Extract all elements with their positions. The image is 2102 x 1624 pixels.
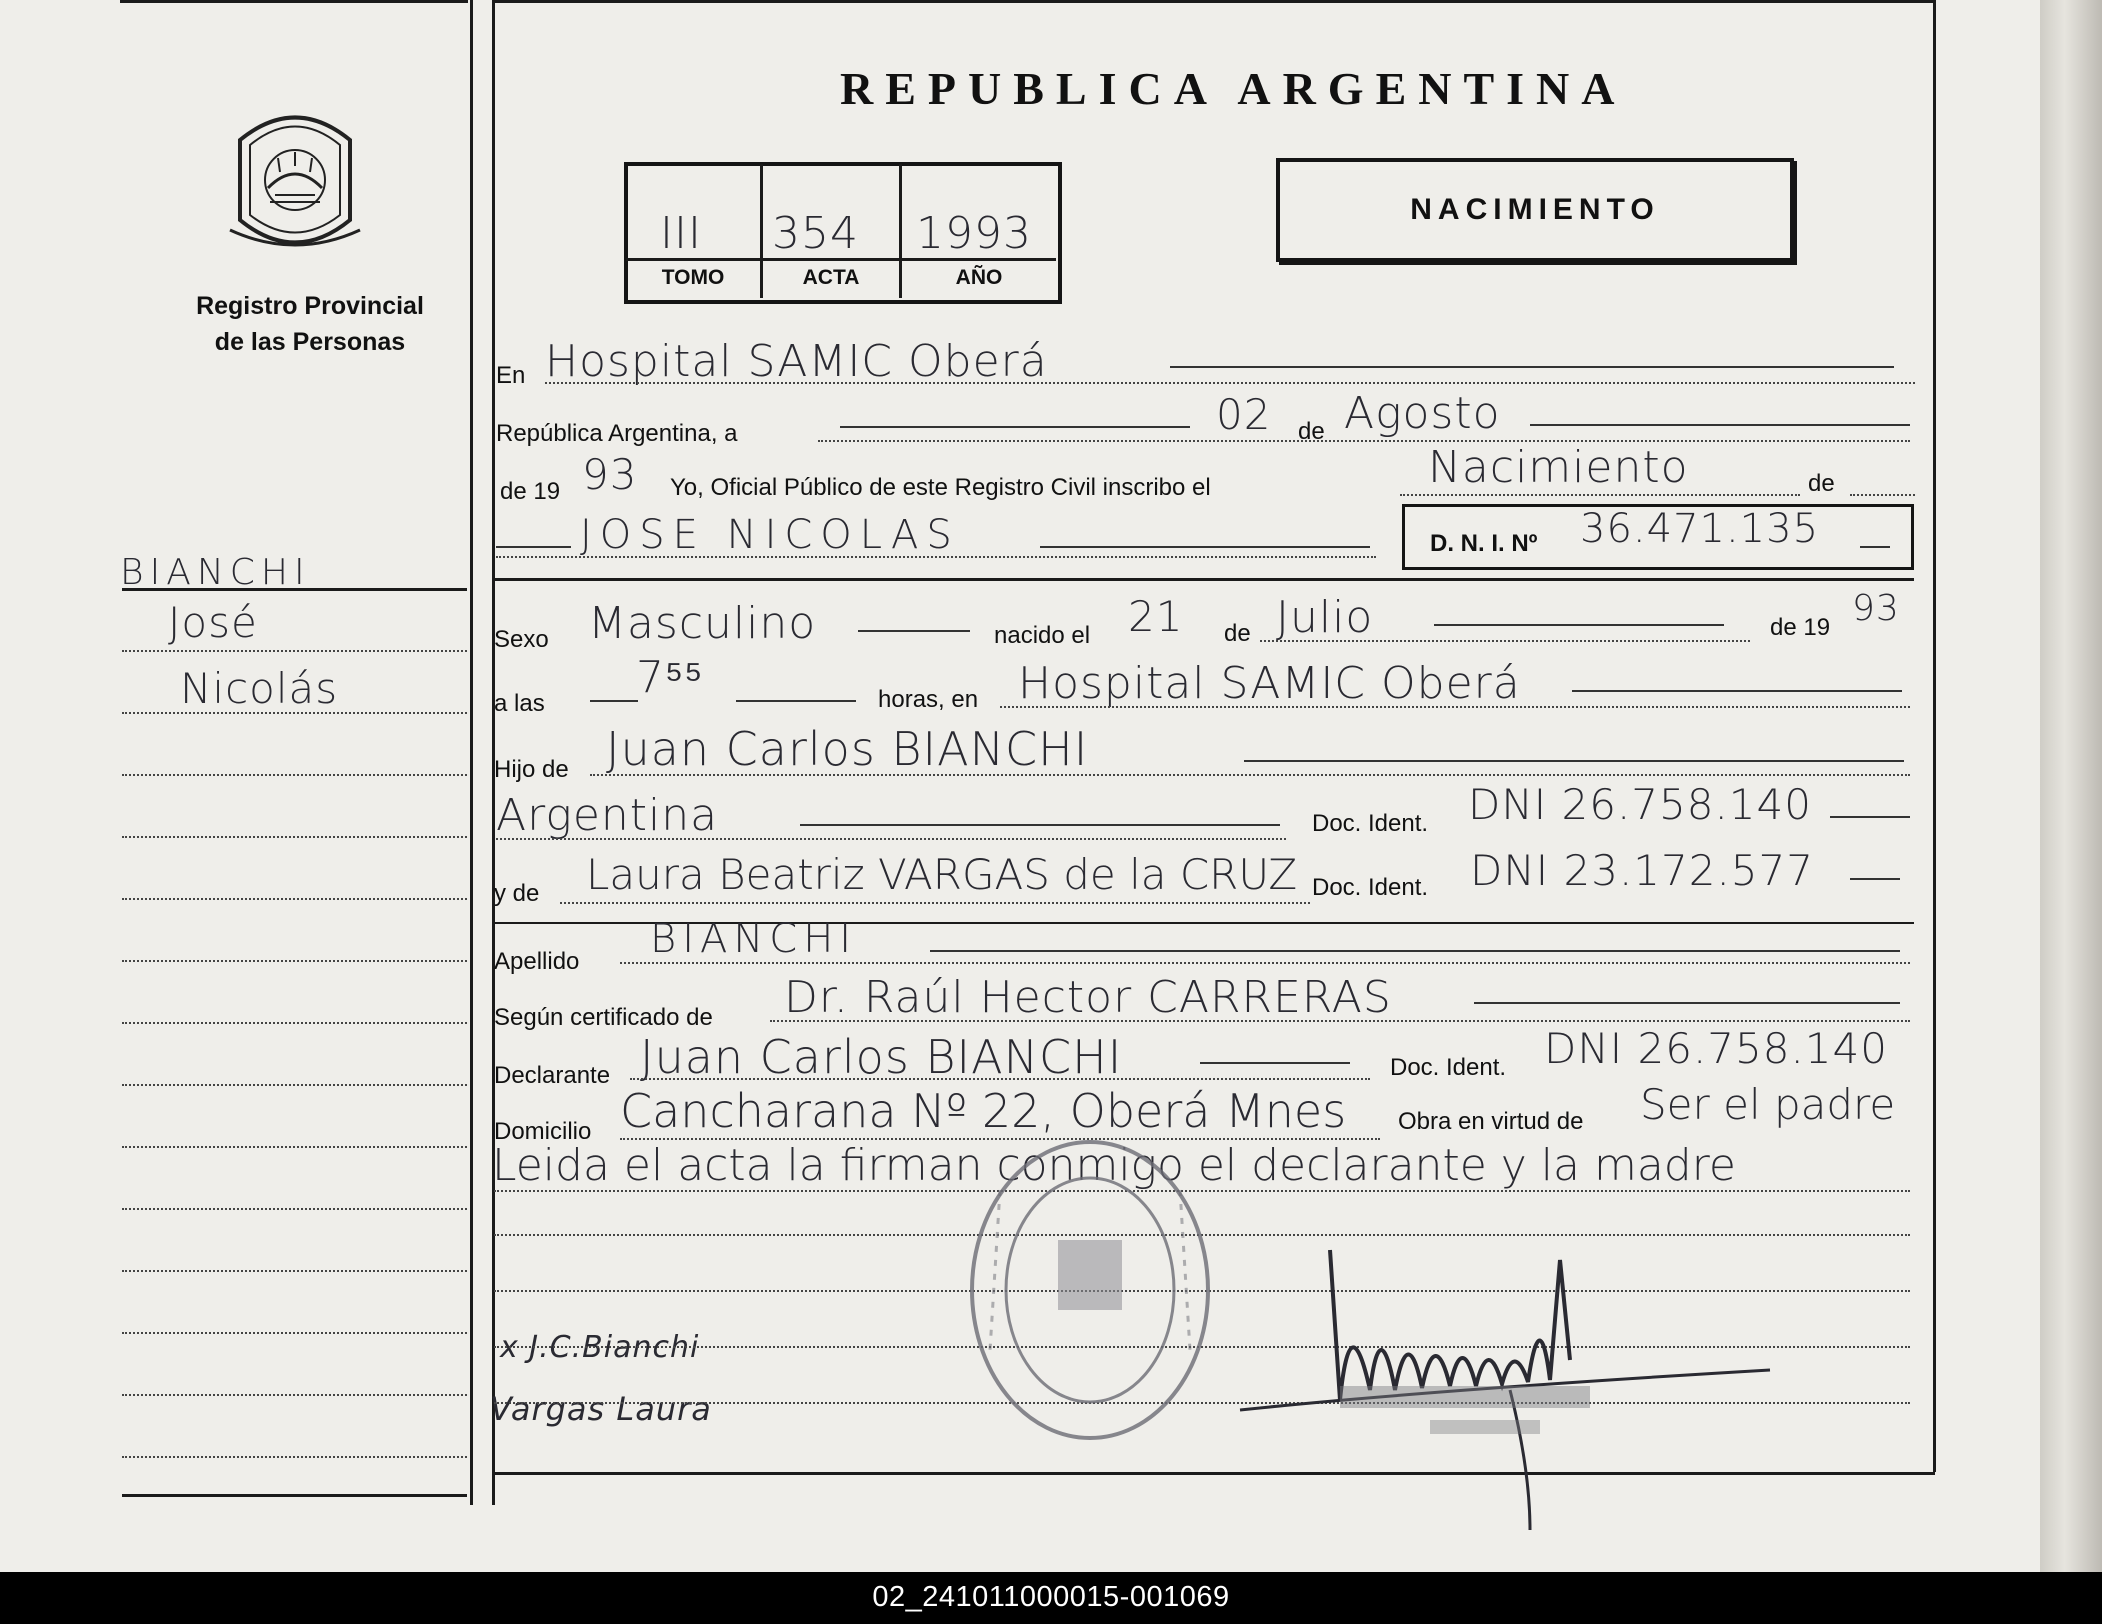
birth-year: 93	[1852, 588, 1900, 629]
registry-line-1: Registro Provincial	[196, 292, 424, 320]
provincial-seal-icon	[220, 100, 370, 260]
registry-line-2: de las Personas	[214, 328, 406, 356]
act-name: Nacimiento	[1428, 442, 1689, 493]
officer-signature-icon	[1230, 1240, 1790, 1550]
father-nationality: Argentina	[496, 790, 719, 841]
margin-signature-mother: Vargas Laura	[490, 1390, 712, 1428]
margin-given-1: José	[168, 598, 258, 647]
de-label-2: de	[1808, 470, 1835, 497]
anio-value: 1993	[916, 208, 1032, 259]
birth-day: 21	[1128, 592, 1184, 641]
mother-document: DNI 23.172.577	[1470, 846, 1814, 895]
registration-day: 02	[1216, 390, 1272, 439]
act-type-box	[1276, 158, 1794, 262]
alas-label: a las	[494, 690, 545, 717]
domicilio-label: Domicilio	[494, 1118, 592, 1145]
de-label-3: de	[1224, 620, 1251, 647]
tomo-label: TOMO	[661, 266, 725, 289]
doc-ident-label-mother: Doc. Ident.	[1312, 874, 1429, 901]
birth-month: Julio	[1276, 592, 1374, 643]
republica-label: República Argentina, a	[496, 420, 738, 447]
obra-label: Obra en virtud de	[1398, 1108, 1584, 1135]
inscribo-text: Yo, Oficial Público de este Registro Civil inscribo el	[670, 474, 1211, 501]
de-label-1: de	[1298, 418, 1325, 445]
dni-label: D. N. I. Nº	[1430, 530, 1538, 557]
address-value: Cancharana Nº 22, Oberá Mnes	[620, 1084, 1347, 1138]
acta-label: ACTA	[802, 266, 860, 289]
doc-ident-label-declarant: Doc. Ident.	[1390, 1054, 1507, 1081]
tomo-value: III	[660, 208, 702, 259]
birth-place: Hospital SAMIC Oberá	[1018, 658, 1521, 709]
en-label: En	[496, 362, 526, 389]
page-edge	[2040, 0, 2102, 1572]
nacido-label: nacido el	[994, 622, 1091, 649]
de19-label-2: de 19	[1770, 614, 1831, 641]
declarante-label: Declarante	[494, 1062, 611, 1089]
act-type: NACIMIENTO	[1410, 193, 1660, 226]
declarant-document: DNI 26.758.140	[1544, 1024, 1888, 1073]
margin-given-2: Nicolás	[180, 664, 339, 713]
country-title: REPUBLICA ARGENTINA	[840, 63, 1627, 114]
registration-year: 93	[582, 450, 638, 499]
father-document: DNI 26.758.140	[1468, 780, 1812, 829]
certifying-doctor: Dr. Raúl Hector CARRERAS	[784, 972, 1392, 1023]
surname-value: BIANCHI	[650, 916, 858, 962]
child-name: JOSE NICOLAS	[580, 512, 960, 558]
horas-label: horas, en	[878, 686, 979, 713]
birth-time: 7⁵⁵	[636, 652, 704, 703]
anio-label: AÑO	[955, 266, 1003, 289]
hijo-label: Hijo de	[494, 756, 569, 783]
dni-value: 36.471.135	[1580, 506, 1820, 552]
registration-month: Agosto	[1344, 388, 1501, 439]
apellido-label: Apellido	[494, 948, 580, 975]
column-divider	[470, 0, 473, 1505]
acta-value: 354	[772, 208, 859, 259]
registry-name	[160, 288, 460, 360]
de19-label: de 19	[500, 478, 561, 505]
obra-value: Ser el padre	[1640, 1080, 1896, 1129]
place-of-registration: Hospital SAMIC Oberá	[545, 336, 1048, 387]
sex-value: Masculino	[588, 598, 817, 649]
declarant-name: Juan Carlos BIANCHI	[640, 1030, 1123, 1084]
margin-surname: BIANCHI	[120, 552, 311, 593]
doc-ident-label-father: Doc. Ident.	[1312, 810, 1429, 837]
registry-stamp-icon	[960, 1130, 1220, 1450]
right-border	[1933, 0, 1936, 1472]
sexo-label: Sexo	[494, 626, 549, 653]
yde-label: y de	[494, 880, 540, 907]
father-name: Juan Carlos BIANCHI	[606, 722, 1089, 776]
segun-label: Según certificado de	[494, 1004, 713, 1031]
file-id: 02_241011000015-001069	[872, 1581, 1230, 1613]
margin-signature-father: x J.C.Bianchi	[500, 1330, 700, 1365]
closing-statement: Leida el acta la firman conmigo el declarante y la madre	[492, 1140, 1736, 1191]
mother-name: Laura Beatriz VARGAS de la CRUZ	[586, 850, 1298, 899]
